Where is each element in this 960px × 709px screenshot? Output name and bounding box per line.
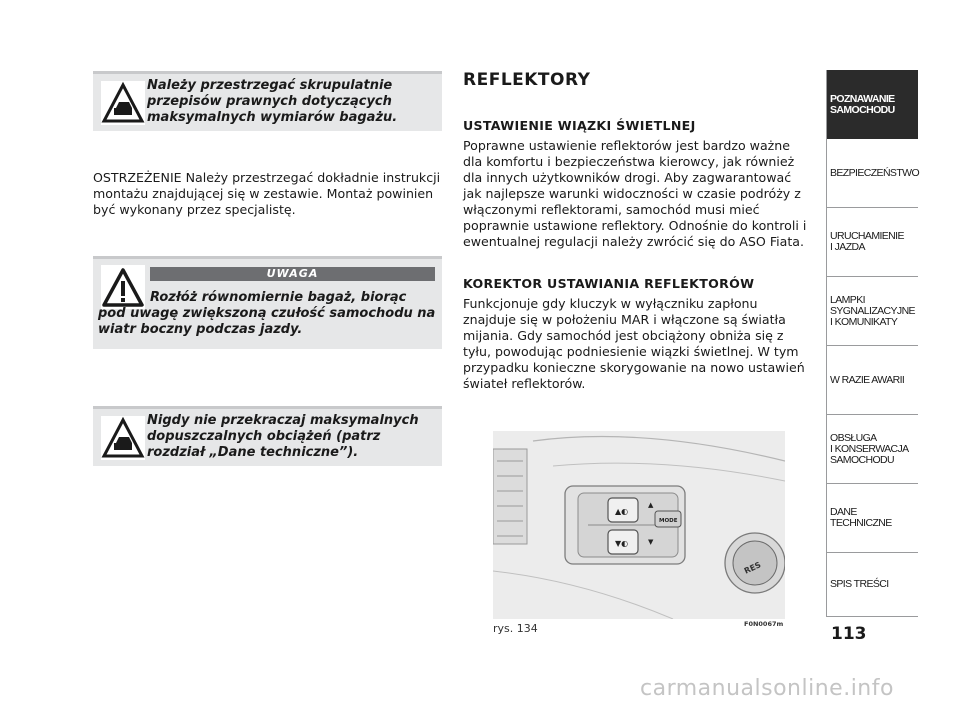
section-heading-beam-setting: USTAWIENIE WIĄZKI ŚWIETLNEJ xyxy=(463,118,696,133)
tab-bezpieczenstwo[interactable] xyxy=(826,139,918,208)
svg-text:▼◐: ▼◐ xyxy=(615,539,629,548)
tab-label: W RAZIE AWARII xyxy=(830,373,905,386)
section-body-beam-setting: Poprawne ustawienie reflektorów jest bardzo ważne dla komfortu i bezpieczeństwa kierowcy, jak również dla innych użytkowników drogi. Aby zagwarantować jak najlepsze warunki widoczności w czasie podróży z włączonymi reflektorami, samochód musi mieć poprawnie ustawione reflektory. Odnośnie do kontroli i ewentualnej regulacji należy zwrócić się do ASO Fiata. xyxy=(463,138,807,249)
res-knob-label: RES xyxy=(742,560,763,576)
installation-warning-text: OSTRZEŻENIE Należy przestrzegać dokładnie instrukcji montażu znajdującej się w zestawie. Montaż powinien być wykonany przez specjalistę. xyxy=(93,170,441,217)
mode-button-label: MODE xyxy=(659,518,678,524)
dashboard-illustration xyxy=(493,431,785,619)
tab-poznawanie-samochodu[interactable] xyxy=(826,70,918,139)
page-number: 113 xyxy=(831,624,867,644)
section-heading-headlight-corrector: KOREKTOR USTAWIANIA REFLEKTORÓW xyxy=(463,276,755,291)
car-load-icon xyxy=(101,81,145,125)
tab-label: LAMPKI SYGNALIZACYJNE I KOMUNIKATY xyxy=(830,293,915,328)
tabs-divider xyxy=(826,70,827,617)
svg-text:▲◐: ▲◐ xyxy=(615,507,629,516)
tab-label: POZNAWANIE SAMOCHODU xyxy=(830,92,895,116)
tab-dane-techniczne[interactable] xyxy=(826,484,918,553)
tab-obsluga-i-konserwacja[interactable] xyxy=(826,415,918,484)
note-wind-sensitivity: Rozłóż równomiernie bagaż, biorąc pod uwagę zwiększoną czułość samochodu na wiatr boczny podczas jazdy. xyxy=(98,290,436,337)
tab-lampki-sygnalizacyjne[interactable] xyxy=(826,277,918,346)
tab-label: OBSŁUGA I KONSERWACJA SAMOCHODU xyxy=(830,431,909,466)
tab-label: URUCHAMIENIE I JAZDA xyxy=(830,230,904,253)
section-body-headlight-corrector: Funkcjonuje gdy kluczyk w wyłączniku zapłonu znajduje się w położeniu MAR i włączone są światła mijania. Gdy samochód jest obciążony obniża się z tyłu, powodując podniesienie wiązki świetlnej. W tym przypadku konieczne skorygowanie na nowo ustawień świateł reflektorów. xyxy=(463,296,805,391)
page-title: REFLEKTORY xyxy=(463,70,591,90)
tab-label: BEZPIECZEŃSTWO xyxy=(830,166,920,179)
tab-label: DANE TECHNICZNE xyxy=(830,506,892,529)
note-box-max-load xyxy=(93,409,442,466)
note-luggage-dimensions: Należy przestrzegać skrupulatnie przepisów prawnych dotyczących maksymalnych wymiarów bagażu. xyxy=(147,78,398,125)
note-box-uwaga xyxy=(93,259,442,349)
note-box-luggage-dimensions xyxy=(93,74,442,131)
figure-code: F0N0067m xyxy=(744,620,784,628)
watermark: carmanualsonline.info xyxy=(640,676,894,701)
tab-uruchamienie-i-jazda[interactable] xyxy=(826,208,918,277)
headlight-corrector-figure xyxy=(493,431,785,619)
note-max-load: Nigdy nie przekraczaj maksymalnych dopuszczalnych obciążeń (patrz rozdział „Dane techniczne”). xyxy=(147,413,419,460)
figure-caption: rys. 134 xyxy=(493,622,538,635)
svg-text:▼: ▼ xyxy=(648,538,654,546)
car-load-icon xyxy=(101,416,145,460)
tab-w-razie-awarii[interactable] xyxy=(826,346,918,415)
tab-label: SPIS TREŚCI xyxy=(830,578,889,590)
svg-text:▲: ▲ xyxy=(648,501,654,509)
tab-spis-tresci[interactable] xyxy=(826,553,918,617)
uwaga-label: UWAGA xyxy=(150,267,435,281)
